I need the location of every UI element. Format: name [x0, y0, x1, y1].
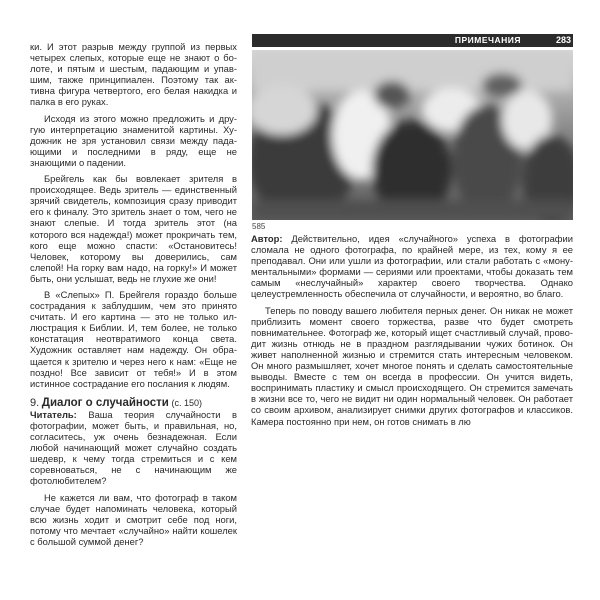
speaker-label: Автор:	[251, 233, 283, 244]
photo-caption: 585	[252, 222, 266, 231]
running-header	[252, 34, 573, 47]
dialogue-paragraph	[251, 233, 573, 300]
note-heading	[30, 397, 237, 409]
paragraph: Не кажется ли вам, что фотограф в таком случае будет напоминать человека, который всю жизнь ходит и смотрит себе под ноги, потому что мечтает «случайно» найти кошелек с большой суммой денег?	[30, 491, 237, 547]
dialogue-text: Ваша теория случайности в фотографии, может быть, и правильная, но, согласитесь, уж очень безнадежная. Если любой начинающий может случайно создать шедевр, к чему тогда стремиться и с кем соревноваться, не с начинающим же фотолюбителем?	[30, 408, 237, 487]
note-number: 9.	[30, 396, 40, 409]
left-column	[30, 41, 237, 547]
blurred-photo	[252, 50, 573, 220]
paragraph: В «Слепых» П. Брейгеля гораздо больше сострадания к заблудшим, чем это принято считать. И его картина — это не только иллюстрация к Библии. И, тем более, не только констатация неотвратимого конца света. Художник оставляет нам надежду. Он обращается к зрителю и через него к нам: «Еще не поздно! Все зависит от тебя!» И в этом истинное сострадание его послания к людям.	[30, 288, 237, 389]
paragraph: Исходя из этого можно предложить и другую интерпретацию знаменитой картины. Художник не зря установил связи между падающими и последними в ряду, еще не знающими о падении.	[30, 112, 237, 168]
right-column	[251, 233, 573, 427]
section-title: ПРИМЕЧАНИЯ	[454, 35, 521, 45]
paragraph: Теперь по поводу вашего любителя перных денег. Он никак не может приблизить момент своего торжества, разве что будет смотреть повнимательнее. Фотограф же, который ищет счастливый случай, проводит жизнь отнюдь не в праздном разглядывании чужих ботинок. Он живет наполненной жизнью и стремится стать интересным человеком. Он много размышляет, хочет многое понять и сделать самостоятельные выводы. Вместе с тем он всегда в профессии. Он учится видеть, воспринимать пластику и смысл происходящего. Он стремится замечать в жизни все то, чего не видит ни один нормальный человек. Он работает со своим архивом, анализирует снимки других фотографов и классиков. Камера постоянно при нем, он готов снимать в лю	[251, 304, 573, 427]
paragraph: ки. И этот разрыв между группой из первых четырех слепых, которые еще не знают о болоте, и пятым и шестым, падающим и упавшим, также принципиален. Поэтому так активна фигура четвертого, его белая накидка и палка в его руках.	[30, 41, 237, 108]
note-page-ref: (с. 150)	[171, 397, 202, 408]
note-title: Диалог о случайности	[41, 396, 169, 409]
speaker-label: Читатель:	[30, 408, 77, 420]
page-number: 283	[555, 35, 571, 45]
dialogue-paragraph	[30, 409, 237, 487]
paragraph: Брейгель как бы вовлекает зрителя в происходящее. Ведь зритель — единственный зрячий свидетель, композиция сразу приводит его к финалу. Это зритель знает о том, чего не знают слепые. И тогда зритель этот (на которого вся надежда!) может прокричать тем, кого еще можно спасти: «Остановитесь! Человек, которому вы доверились, сам слепой! На горку вам надо, на горку!» И может быть, они услышат, ведь не глухие же они!	[30, 173, 237, 284]
dialogue-text: Действительно, идея «случайного» успеха в фотографии сломала не одного фотографа, по крайней мере, из тех, кому я ее преподавал. Они или ушли из фотографии, или стали работать с «монументальными» формами — сериями или проектами, чтобы доказать тем самым «неслучайный» характер своего творчества. Однако целеустремленность обеспечила от случайности, и вероятно, во благо.	[251, 233, 573, 300]
photo-image	[252, 50, 573, 220]
